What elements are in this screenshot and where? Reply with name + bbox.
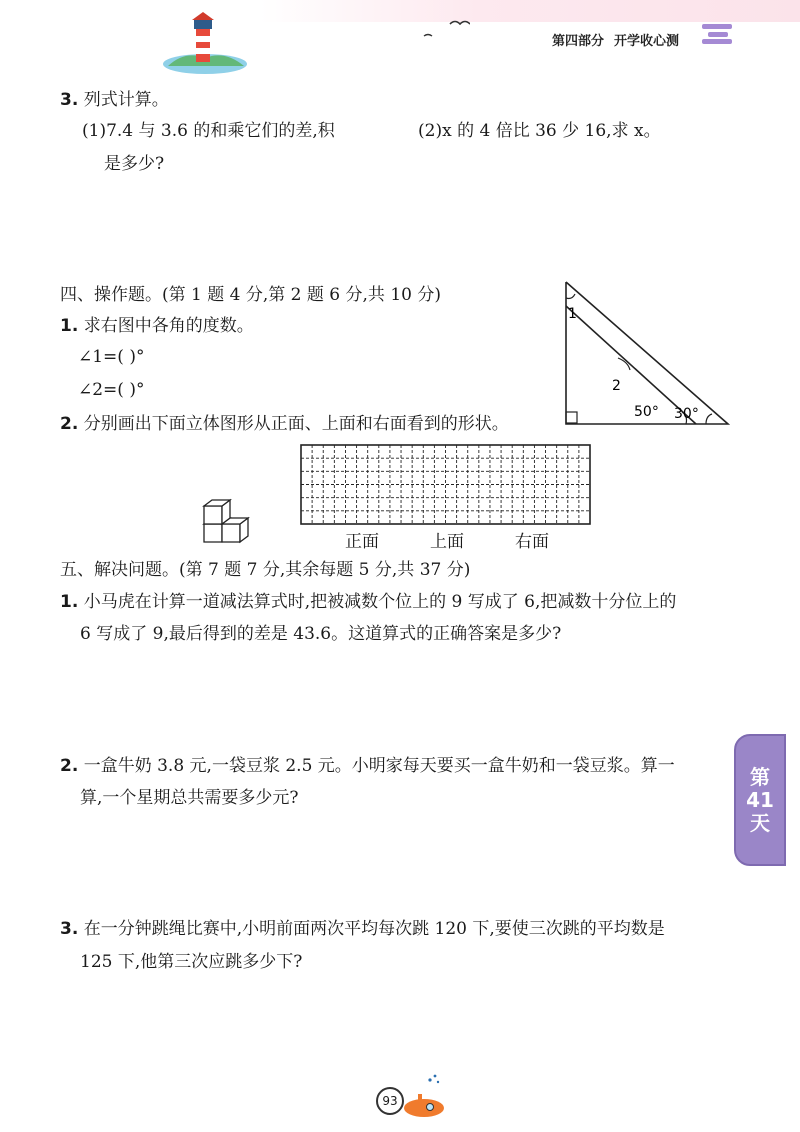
section4-title: 四、操作题。(第 1 题 4 分,第 2 题 6 分,共 10 分) xyxy=(60,285,442,305)
section5-title: 五、解决问题。(第 7 题 7 分,其余每题 5 分,共 37 分) xyxy=(60,560,471,580)
header-deco-icon xyxy=(700,22,734,46)
header-subtitle: 开学收心测 xyxy=(614,34,680,49)
q3-calc-heading xyxy=(60,92,169,109)
section4-q2 xyxy=(60,416,509,433)
header-title xyxy=(552,30,679,49)
section5-q1-number: 1. xyxy=(60,592,79,612)
section5-q3-text1: 在一分钟跳绳比赛中,小明前面两次平均每次跳 120 下,要使三次跳的平均数是 xyxy=(83,919,665,939)
lighthouse-icon xyxy=(160,10,250,76)
section4-q1-text: 求右图中各角的度数。 xyxy=(83,316,254,336)
angle2-label: 2 xyxy=(612,378,621,394)
section5-q3-number: 3. xyxy=(60,919,79,939)
section4-q1-number: 1. xyxy=(60,316,79,336)
section5-q1-line1 xyxy=(60,594,676,611)
section4-q2-number: 2. xyxy=(60,414,79,434)
angle2-answer: ∠2=( )° xyxy=(78,380,145,400)
day-tab-number: 41 xyxy=(746,787,774,812)
q3-calc-sub1-line2: 是多少? xyxy=(104,154,165,174)
submarine-icon xyxy=(400,1072,450,1122)
section5-q3-text2: 125 下,他第三次应跳多少下? xyxy=(80,952,303,972)
section4-q2-text: 分别画出下面立体图形从正面、上面和右面看到的形状。 xyxy=(83,414,509,434)
section5-q2-text2: 算,一个星期总共需要多少元? xyxy=(80,788,299,808)
cube-figure xyxy=(196,488,256,546)
view-front-label: 正面 xyxy=(345,532,379,552)
section4-q1 xyxy=(60,318,254,335)
section5-q2-text1: 一盒牛奶 3.8 元,一袋豆浆 2.5 元。小明家每天要买一盒牛奶和一袋豆浆。算一 xyxy=(83,756,675,776)
header-section: 第四部分 xyxy=(552,34,605,49)
section5-q2-number: 2. xyxy=(60,756,79,776)
header-band xyxy=(260,0,800,22)
q3-calc-title: 列式计算。 xyxy=(83,90,169,110)
q3-calc-sub2: (2)x 的 4 倍比 36 少 16,求 x。 xyxy=(418,121,661,141)
section5-q2-line1 xyxy=(60,758,675,775)
section5-q1-text1: 小马虎在计算一道减法算式时,把被减数个位上的 9 写成了 6,把减数十分位上的 xyxy=(83,592,677,612)
q3-calc-number: 3. xyxy=(60,90,79,110)
day-tab-top: 第 xyxy=(750,764,770,789)
birds-icon xyxy=(420,14,470,40)
angle-30-label: 30° xyxy=(674,406,699,422)
view-right-label: 右面 xyxy=(515,532,549,552)
day-tab-bottom: 天 xyxy=(750,810,770,835)
view-top-label: 上面 xyxy=(430,532,464,552)
drawing-grid xyxy=(300,444,592,526)
q3-calc-sub1-line1: (1)7.4 与 3.6 的和乘它们的差,积 xyxy=(82,121,335,141)
triangle-figure xyxy=(556,278,736,428)
page-number: 93 xyxy=(376,1087,404,1115)
angle-50-label: 50° xyxy=(634,404,659,420)
angle1-answer: ∠1=( )° xyxy=(78,347,145,367)
day-tab xyxy=(734,734,786,866)
section5-q3-line1 xyxy=(60,921,665,938)
section5-q1-text2: 6 写成了 9,最后得到的差是 43.6。这道算式的正确答案是多少? xyxy=(80,624,562,644)
angle1-label: 1 xyxy=(568,306,577,322)
